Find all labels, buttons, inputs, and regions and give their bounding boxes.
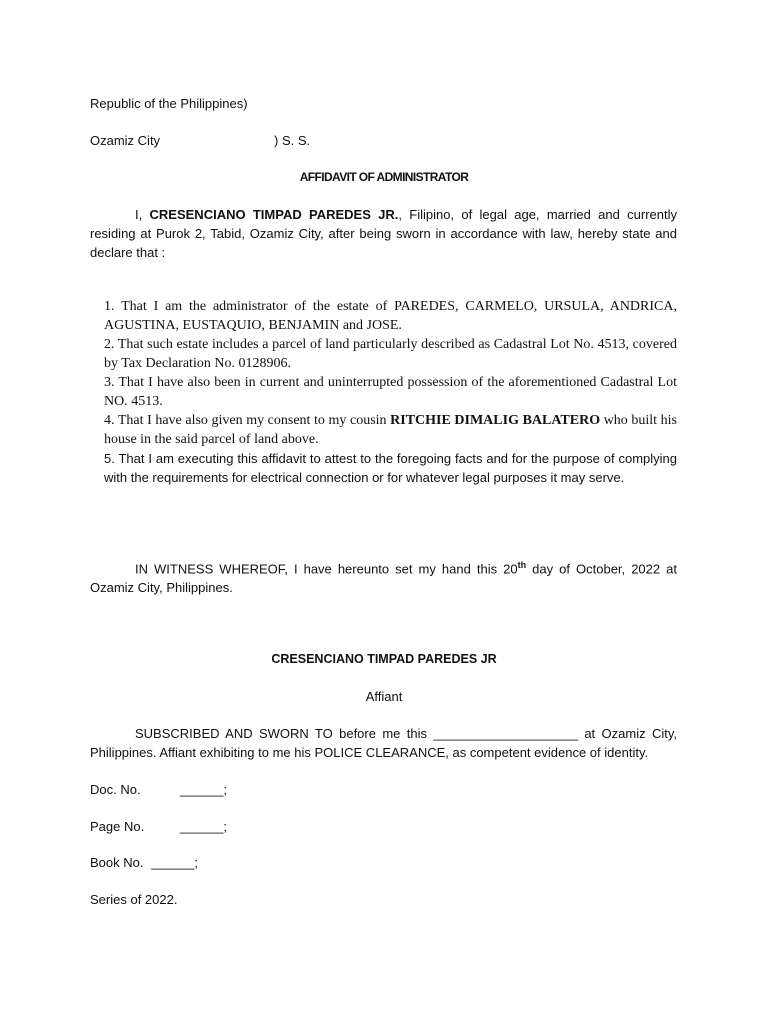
signatory-name: CRESENCIANO TIMPAD PAREDES JR [271, 652, 497, 666]
book-no-blank: ______; [151, 855, 198, 870]
witness-prefix: IN WITNESS WHEREOF, I have hereunto set my hand this 20 [135, 561, 518, 577]
statement-4-suffix: who built his house in the said parcel of land above. [104, 413, 677, 447]
jurat-date-blank: ____________________ [433, 726, 578, 741]
ss-line: ) S. S. [274, 133, 311, 148]
witness-paragraph [90, 556, 677, 597]
statement-4-prefix: 4. That I have also given my consent to my cousin [104, 413, 391, 428]
witness-ordinal: th [517, 560, 527, 570]
intro-prefix: I, [135, 207, 150, 222]
jurat-suffix: at Ozamiz City, Philippines. Affiant exhibiting to me his POLICE CLEARANCE, as competent evidence of identity. [90, 726, 677, 760]
statement-1: 1. That I am the administrator of the estate of PAREDES, CARMELO, URSULA, ANDRICA, AGUSTINA, EUSTAQUIO, BENJAMIN and JOSE. [104, 299, 677, 333]
statement-5: 5. That I am executing this affidavit to attest to the foregoing facts and for the purpose of complying with the requirements for electrical connection or for whatever legal purposes it may serve. [104, 451, 677, 485]
affiant-name-intro: CRESENCIANO TIMPAD PAREDES JR. [149, 207, 399, 222]
book-no-label: Book No. [90, 855, 144, 870]
intro-paragraph [90, 205, 677, 262]
cousin-name: RITCHIE DIMALIG BALATERO [390, 413, 601, 428]
page-no-blank: ______; [180, 819, 227, 834]
page-no-label: Page No. [90, 819, 145, 834]
statement-4 [104, 411, 677, 449]
witness-suffix: day of October, 2022 at Ozamiz City, Philippines. [90, 561, 677, 596]
statement-2: 2. That such estate includes a parcel of land particularly described as Cadastral Lot No. 4513, covered by Tax Declaration No. 0128906. [104, 337, 677, 371]
series-line: Series of 2022. [90, 892, 178, 907]
republic-line: Republic of the Philippines) [90, 96, 248, 111]
statements-list [104, 297, 677, 487]
document-title: AFFIDAVIT OF ADMINISTRATOR [299, 170, 469, 184]
doc-no-blank: ______; [180, 782, 227, 797]
signatory-role: Affiant [365, 689, 403, 704]
jurat-paragraph [90, 724, 677, 762]
doc-no-label: Doc. No. [90, 782, 141, 797]
intro-rest: , Filipino, of legal age, married and currently residing at Purok 2, Tabid, Ozamiz City, after being sworn in accordance with law, hereby state and declare that : [90, 207, 677, 260]
statement-3: 3. That I have also been in current and uninterrupted possession of the aforementioned Cadastral Lot NO. 4513. [104, 375, 677, 409]
city-line: Ozamiz City [90, 133, 161, 148]
jurat-prefix: SUBSCRIBED AND SWORN TO before me this [135, 726, 434, 741]
